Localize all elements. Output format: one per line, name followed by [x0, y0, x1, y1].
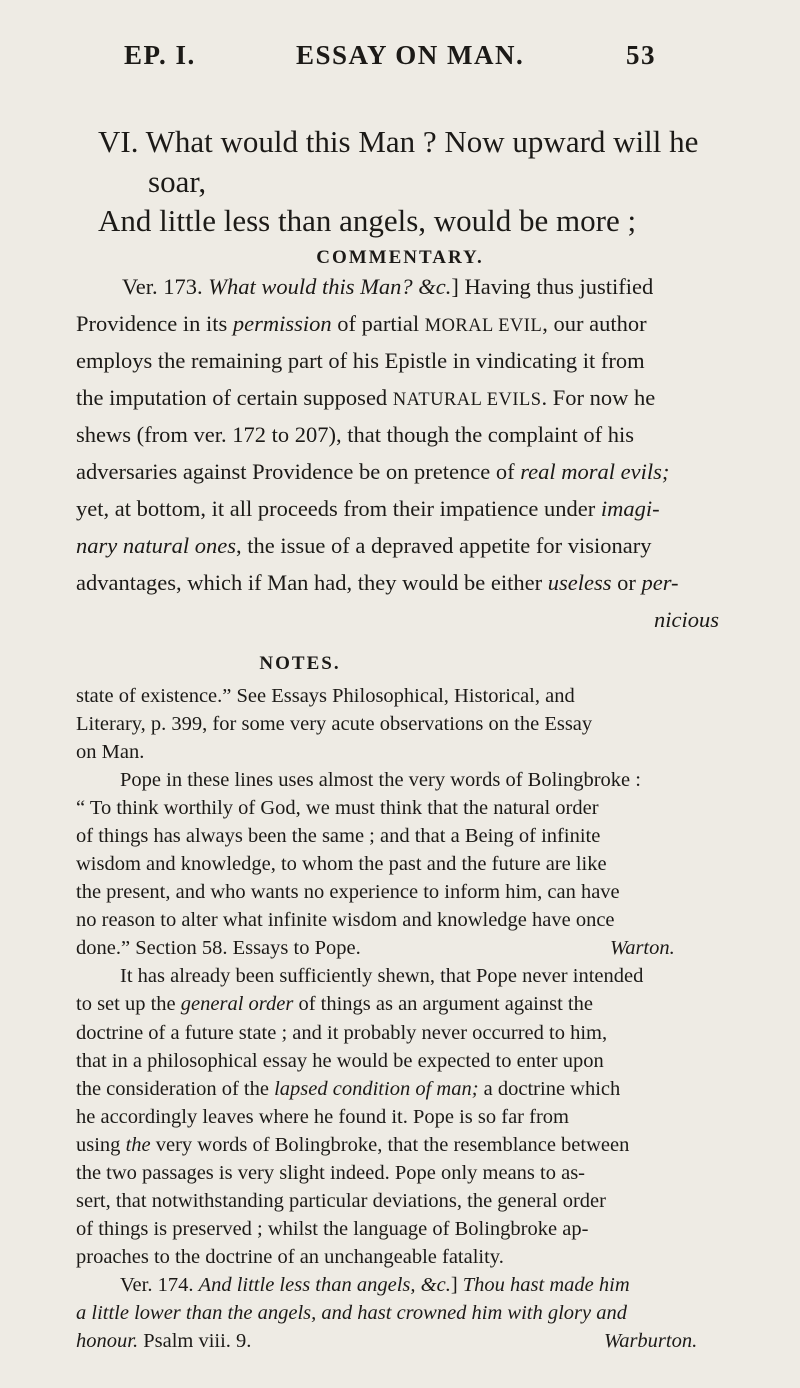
note-line: he accordingly leaves where he found it. Pope is so far from — [76, 1106, 569, 1128]
note-line: doctrine of a future state ; and it probably never occurred to him, — [76, 1022, 608, 1044]
verse-line-1: VI. What would this Man ? Now upward will he — [98, 124, 699, 159]
note-attribution-warton: Warton. — [610, 937, 675, 959]
note-line: done.” Section 58. Essays to Pope. — [76, 937, 361, 959]
commentary-line: shews (from ver. 172 to 207), that though the complaint of his — [76, 422, 635, 447]
note-line: Pope in these lines uses almost the very words of Bolingbroke : — [120, 769, 641, 791]
note-line: no reason to alter what infinite wisdom and knowledge have once — [76, 909, 615, 931]
note-line: a little lower than the angels, and hast crowned him with glory and — [76, 1302, 628, 1324]
commentary-line: Providence in its permission of partial MORAL EVIL, our author — [76, 311, 647, 336]
note-line: on Man. — [76, 741, 145, 763]
commentary-line: yet, at bottom, it all proceeds from their impatience under imagi- — [76, 496, 660, 521]
commentary-line: Ver. 173. What would this Man? &c.] Having thus justified — [122, 274, 654, 299]
note-line: wisdom and knowledge, to whom the past and the future are like — [76, 853, 607, 875]
note-line: Ver. 174. And little less than angels, &c.] Thou hast made him — [120, 1274, 630, 1296]
note-line: honour. Psalm viii. 9. — [76, 1330, 252, 1352]
note-line: sert, that notwithstanding particular deviations, the general order — [76, 1190, 606, 1212]
note-line: “ To think worthily of God, we must think that the natural order — [76, 797, 599, 819]
running-head-epistle: EP. I. — [124, 40, 196, 70]
commentary-line: nary natural ones, the issue of a depraved appetite for visionary — [76, 533, 652, 558]
note-line: that in a philosophical essay he would be expected to enter upon — [76, 1050, 604, 1072]
verse-line-2: And little less than angels, would be more ; — [98, 203, 637, 238]
commentary-line: adversaries against Providence be on pretence of real moral evils; — [76, 459, 670, 484]
note-line: proaches to the doctrine of an unchangeable fatality. — [76, 1246, 504, 1268]
note-line: the two passages is very slight indeed. Pope only means to as- — [76, 1162, 585, 1184]
commentary-line: employs the remaining part of his Epistle in vindicating it from — [76, 348, 645, 373]
notes-heading: NOTES. — [259, 653, 341, 674]
note-attribution-warburton: Warburton. — [604, 1330, 698, 1352]
note-line: to set up the general order of things as an argument against the — [76, 993, 593, 1015]
running-head-title: ESSAY ON MAN. — [296, 40, 525, 70]
note-line: the present, and who wants no experience to inform him, can have — [76, 881, 620, 903]
verse-line-1-turnover: soar, — [148, 164, 207, 199]
commentary-catchword: nicious — [654, 607, 719, 632]
note-line: state of existence.” See Essays Philosophical, Historical, and — [76, 685, 575, 707]
note-line: Literary, p. 399, for some very acute observations on the Essay — [76, 713, 593, 735]
commentary-heading: COMMENTARY. — [316, 247, 484, 268]
page-number: 53 — [626, 40, 656, 70]
note-line: of things has always been the same ; and that a Being of infinite — [76, 825, 601, 847]
note-line: It has already been sufficiently shewn, that Pope never intended — [120, 965, 644, 987]
commentary-line: advantages, which if Man had, they would be either useless or per- — [76, 570, 679, 595]
note-line: the consideration of the lapsed condition of man; a doctrine which — [76, 1078, 621, 1100]
note-line: using the very words of Bolingbroke, that the resemblance between — [76, 1134, 630, 1156]
note-line: of things is preserved ; whilst the language of Bolingbroke ap- — [76, 1218, 589, 1240]
commentary-line: the imputation of certain supposed NATURAL EVILS. For now he — [76, 385, 656, 410]
